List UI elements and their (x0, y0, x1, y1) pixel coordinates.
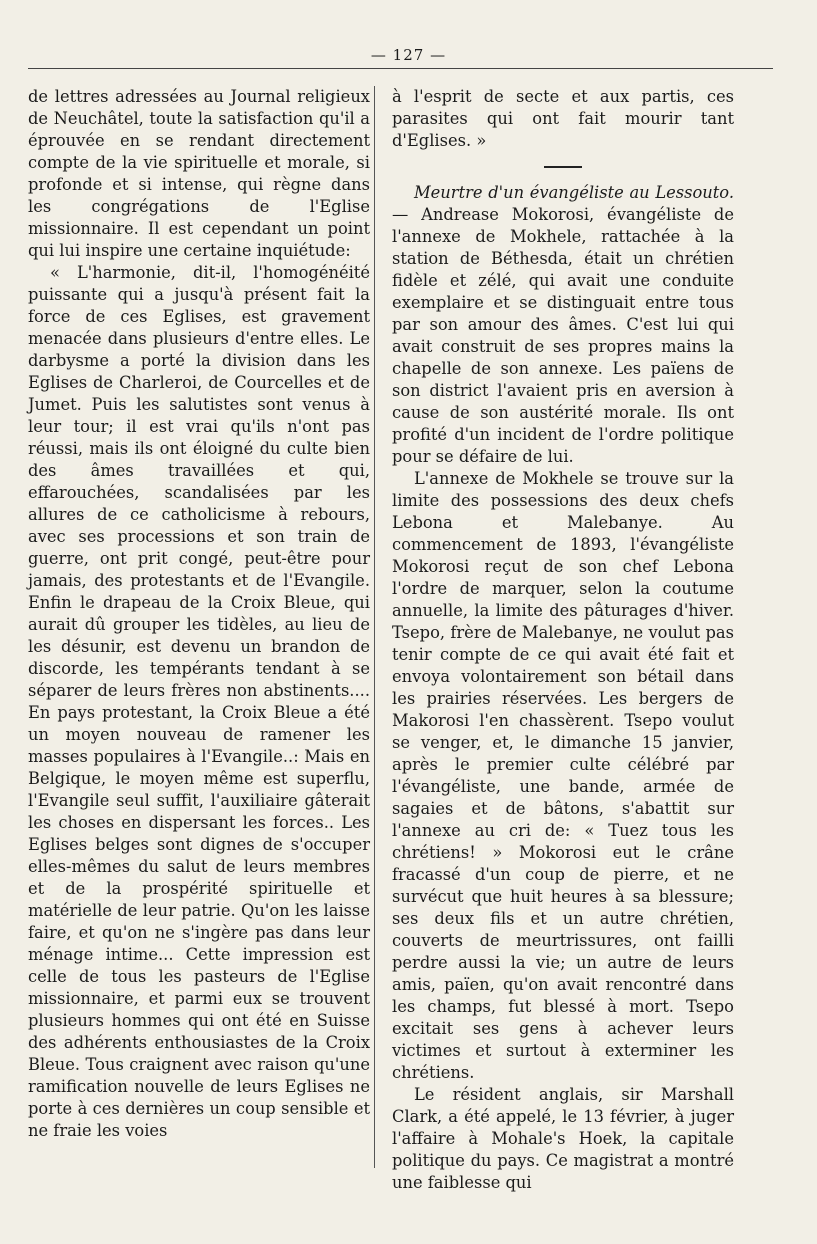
article-paragraph-2: L'annexe de Mokhele se trouve sur la limite des possessions des deux chefs Lebona et Malebanye. Au commencement de 1893, l'évangéliste Mokorosi reçut de son chef Lebona l'ordre de marquer, selon la coutume annuelle, la limite des pâturages d'hiver. Tsepo, frère de Malebanye, ne voulut pas tenir compte de ce qui avait été fait et envoya volontairement son bétail dans les prairies réservées. Les bergers de Makorosi l'en chassèrent. Tsepo voulut se venger, et, le dimanche 15 janvier, après le premier culte célébré par l'évangéliste, une bande, armée de sagaies et de bâtons, s'abattit sur l'annexe au cri de: « Tuez tous les chrétiens! » Mokorosi eut le crâne fracassé d'un coup de pierre, et ne survécut que huit heures à sa blessure; ses deux fils et un autre chrétien, couverts de meurtrissures, ont failli perdre aussi la vie; un autre de leurs amis, païen, qu'on avait rencontré dans les champs, fut blessé à mort. Tsepo excitait ses gens à achever leurs victimes et surtout à exterminer les chrétiens. (392, 469, 734, 1082)
article-paragraph-1-text: — Andrease Mokorosi, évangéliste de l'annexe de Mokhele, rattachée à la station de Béthesda, était un chrétien fidèle et zélé, qui avait une conduite exemplaire et se distinguait entre tous par son amour des âmes. C'est lui qui avait construit de ses propres mains la chapelle de son annexe. Les païens de son district l'avaient pris en aversion à cause de son austérité morale. Ils ont profité d'un incident de l'ordre politique pour se défaire de lui. (392, 205, 734, 466)
right-continuation: à l'esprit de secte et aux partis, ces parasites qui ont fait mourir tant d'Eglises. » (392, 87, 734, 150)
section-separator (544, 166, 582, 168)
right-column (392, 86, 734, 1194)
page-number: — 127 — (370, 46, 447, 64)
left-paragraph-1: de lettres adressées au Journal religieux de Neuchâtel, toute la satisfaction qu'il a éprouvée en se rendant directement compte de la vie spirituelle et morale, si profonde et si intense, qui règne dans les congrégations de l'Eglise missionnaire. Il est cependant un point qui lui inspire une certaine inquiétude: (28, 87, 370, 260)
article-paragraph-1 (392, 182, 734, 468)
article-paragraph-3: Le résident anglais, sir Marshall Clark, a été appelé, le 13 février, à juger l'affaire à Mohale's Hoek, la capitale politique du pays. Ce magistrat a montré une faiblesse qui (392, 1085, 734, 1192)
article-title: Meurtre d'un évangéliste au Lessouto. (414, 183, 734, 202)
left-paragraph-2: « L'harmonie, dit-il, l'homogénéité puissante qui a jusqu'à présent fait la force de ces Eglises, est gravement menacée dans plusieurs d'entre elles. Le darbysme a porté la division dans les Eglises de Charleroi, de Courcelles et de Jumet. Puis les salutistes sont venus à leur tour; il est vrai qu'ils n'ont pas réussi, mais ils ont éloigné du culte bien des âmes travaillées et qui, effarouchées, scandalisées par les allures de ce catholicisme à rebours, avec ses processions et son train de guerre, ont prit congé, peut-être pour jamais, des protestants et de l'Evangile. Enfin le drapeau de la Croix Bleue, qui aurait dû grouper les tidèles, au lieu de les désunir, est devenu un brandon de discorde, les tempérants tendant à se séparer de leurs frères non abstinents.... En pays protestant, la Croix Bleue a été un moyen nouveau de ramener les masses populaires à l'Evangile..: Mais en Belgique, le moyen même est superflu, l'Evangile seul suffit, l'auxiliaire gâterait les choses en dispersant les forces.. Les Eglises belges sont dignes de s'occuper elles-mêmes du salut de leurs membres et de la prospérité spirituelle et matérielle de leur patrie. Qu'on les laisse faire, et qu'on ne s'ingère pas dans leur ménage intime... Cette impression est celle de tous les pasteurs de l'Eglise missionnaire, et parmi eux se trouvent plusieurs hommes qui ont été en Suisse des adhérents enthousiastes de la Croix Bleue. Tous craignent avec raison qu'une ramification nouvelle de leurs Eglises ne porte à ces dernières un coup sensible et ne fraie les voies (28, 263, 370, 1140)
left-column (28, 86, 370, 1142)
column-divider (374, 86, 375, 1168)
header-rule (28, 68, 773, 69)
